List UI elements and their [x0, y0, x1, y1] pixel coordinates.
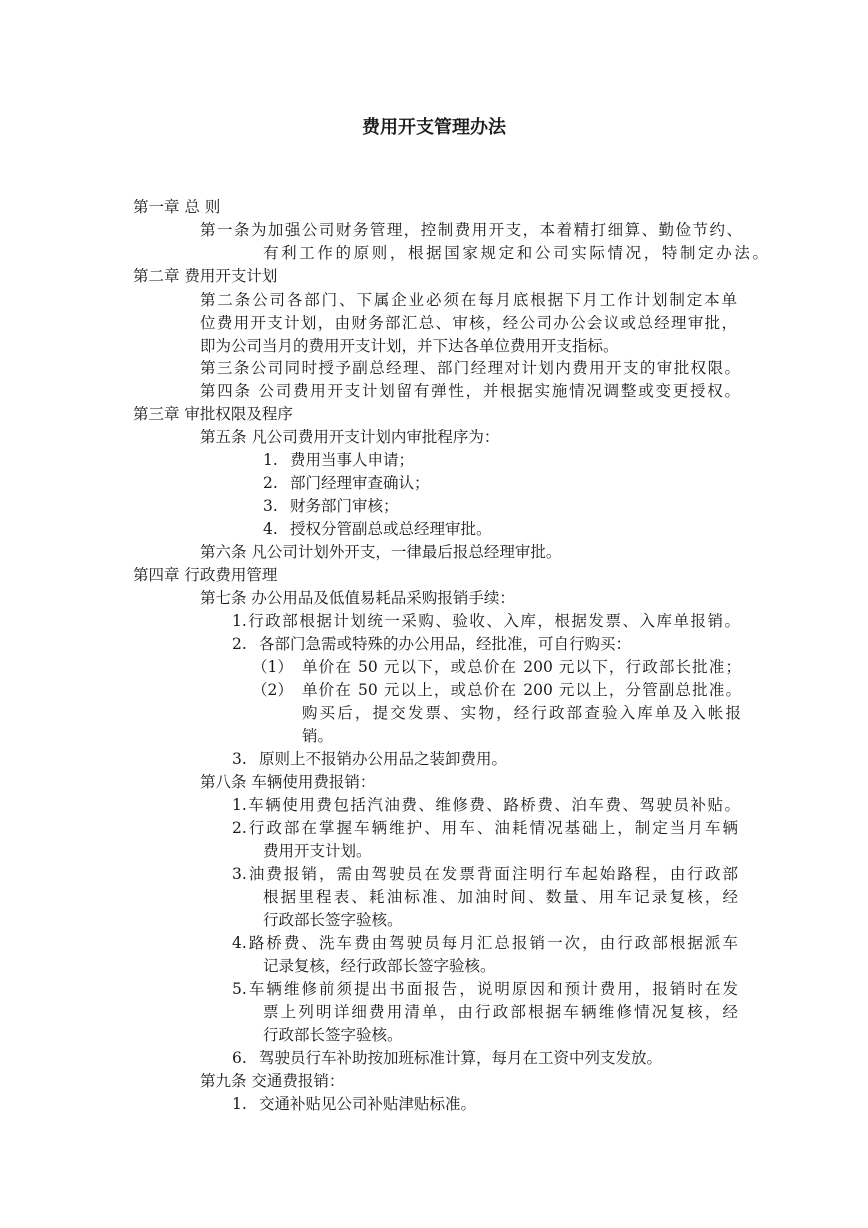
article-4: 第四条 公司费用开支计划留有弹性，并根据实施情况调整或变更授权。 [200, 382, 740, 400]
article-5-item-1-text: 费用当事人申请； [290, 451, 415, 469]
article-7-intro: 第七条 办公用品及低值易耗品采购报销手续： [200, 589, 515, 607]
article-7-item-2-num: 2. [232, 635, 247, 653]
article-8-intro: 第八条 车辆使用费报销： [200, 773, 376, 791]
article-1-line-2: 有利工作的原则，根据国家规定和公司实际情况，特制定办法。 [263, 244, 768, 262]
chapter-3-heading: 第三章 审批权限及程序 [133, 405, 293, 423]
article-5-item-1-num: 1. [263, 451, 278, 469]
article-5-item-4-text: 授权分管副总或总经理审批。 [290, 520, 492, 538]
chapter-1-heading: 第一章 总 则 [133, 198, 221, 216]
article-7-sub-2-line-3: 销。 [302, 727, 334, 745]
article-7-item-3-text: 原则上不报销办公用品之装卸费用。 [259, 750, 508, 768]
article-7-sub-1-num: （1） [252, 658, 293, 676]
article-7-item-1: 1.行政部根据计划统一采购、验收、入库，根据发票、入库单报销。 [232, 612, 740, 630]
article-8-item-4-line-2: 记录复核，经行政部长签字验核。 [263, 957, 496, 975]
article-7-item-2-text: 各部门急需或特殊的办公用品，经批准，可自行购买： [259, 635, 632, 653]
article-2-line-1: 第二条公司各部门、下属企业必须在每月底根据下月工作计划制定本单 [200, 291, 737, 309]
article-2-line-2: 位费用开支计划，由财务部汇总、审核，经公司办公会议或总经理审批， [200, 314, 737, 332]
article-6: 第六条 凡公司计划外开支，一律最后报总经理审批。 [200, 543, 562, 561]
article-1-line-1: 第一条为加强公司财务管理，控制费用开支，本着精打细算、勤俭节约、 [200, 221, 742, 239]
article-8-item-3-line-2: 根据里程表、耗油标准、加油时间、数量、用车记录复核，经 [263, 888, 738, 906]
chapter-2-heading: 第二章 费用开支计划 [133, 267, 278, 285]
article-8-item-3-line-3: 行政部长签字验核。 [263, 911, 403, 929]
article-8-item-1: 1.车辆使用费包括汽油费、维修费、路桥费、泊车费、驾驶员补贴。 [232, 796, 740, 814]
article-7-sub-2-line-2: 购买后，提交发票、实物，经行政部查验入库单及入帐报 [302, 704, 741, 722]
article-9-intro: 第九条 交通费报销： [200, 1072, 345, 1090]
article-8-item-2-line-1: 2.行政部在掌握车辆维护、用车、油耗情况基础上，制定当月车辆 [232, 819, 738, 837]
article-9-item-1-text: 交通补贴见公司补贴津贴标准。 [259, 1095, 477, 1113]
article-5-item-4-num: 4. [263, 520, 278, 538]
article-7-sub-2-num: （2） [252, 681, 293, 699]
article-8-item-3-line-1: 3.油费报销，需由驾驶员在发票背面注明行车起始路程，由行政部 [232, 865, 738, 883]
article-7-sub-1-line-1: 单价在 50 元以下，或总价在 200 元以下，行政部长批准； [302, 658, 741, 676]
article-7-item-3-num: 3. [232, 750, 247, 768]
article-5-intro: 第五条 凡公司费用开支计划内审批程序为： [200, 428, 500, 446]
article-8-item-5-line-2: 票上列明详细费用清单，由行政部根据车辆维修情况复核，经 [263, 1003, 738, 1021]
article-5-item-3-text: 财务部门审核； [290, 497, 399, 515]
article-8-item-5-line-3: 行政部长签字验核。 [263, 1026, 403, 1044]
article-9-item-1-num: 1. [232, 1095, 247, 1113]
article-8-item-4-line-1: 4.路桥费、洗车费由驾驶员每月汇总报销一次，由行政部根据派车 [232, 934, 738, 952]
article-8-item-2-line-2: 费用开支计划。 [263, 842, 372, 860]
article-7-sub-2-line-1: 单价在 50 元以上，或总价在 200 元以上，分管副总批准。 [302, 681, 741, 699]
article-5-item-2-num: 2. [263, 474, 278, 492]
article-2-line-3: 即为公司当月的费用开支计划，并下达各单位费用开支指标。 [200, 337, 619, 355]
article-8-item-5-line-1: 5.车辆维修前须提出书面报告，说明原因和预计费用，报销时在发 [232, 980, 738, 998]
article-5-item-2-text: 部门经理审查确认； [290, 474, 430, 492]
chapter-4-heading: 第四章 行政费用管理 [133, 566, 278, 584]
article-8-item-6-text: 驾驶员行车补助按加班标准计算，每月在工资中列支发放。 [259, 1049, 663, 1067]
article-8-item-6-num: 6. [232, 1049, 247, 1067]
article-5-item-3-num: 3. [263, 497, 278, 515]
article-3: 第三条公司同时授予副总经理、部门经理对计划内费用开支的审批权限。 [200, 359, 740, 377]
document-title: 费用开支管理办法 [362, 117, 506, 138]
